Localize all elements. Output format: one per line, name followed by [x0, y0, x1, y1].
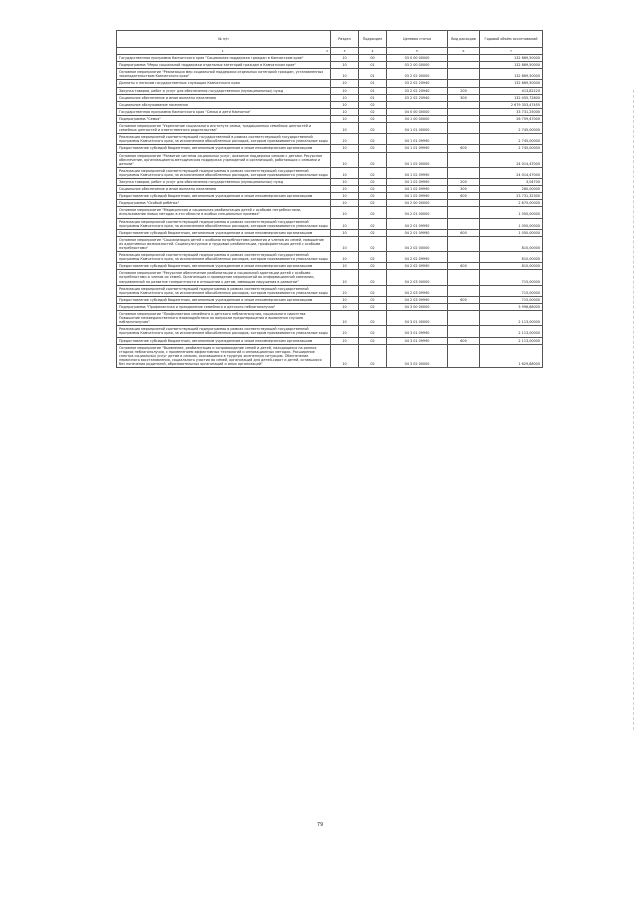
row-name: Социальное обеспечение и иные выплаты населению: [117, 186, 331, 193]
row-subsection: 02: [359, 270, 387, 285]
row-subsection: 02: [359, 229, 387, 236]
table-row: [117, 62, 543, 69]
row-subsection: 02: [359, 167, 387, 178]
row-sum: 2 745,00000: [480, 123, 543, 134]
header-sum: Годовой объём ассигнований: [480, 31, 543, 48]
row-vr: [448, 326, 480, 337]
row-vr: [448, 344, 480, 367]
row-sum: 2 113,00000: [480, 326, 543, 337]
row-subsection: 01: [359, 69, 387, 80]
row-name: Подпрограмма "Профилактика и преодоление семейного и детского неблагополучия": [117, 303, 331, 310]
table-row: [117, 218, 543, 229]
row-subsection: 02: [359, 236, 387, 251]
row-subsection: 01: [359, 62, 387, 69]
column-number: 3: [331, 48, 359, 55]
row-csr: 04 1 01 09990: [387, 134, 448, 145]
row-section: 10: [331, 62, 359, 69]
row-section: 10: [331, 55, 359, 62]
row-subsection: 00: [359, 55, 387, 62]
row-name: Закупка товаров, работ и услуг для обеспечения государственных (муниципальных) нужд: [117, 178, 331, 185]
column-number: 4: [359, 48, 387, 55]
row-csr: 04 1 02 09990: [387, 167, 448, 178]
table-row: [117, 134, 543, 145]
table-row: [117, 80, 543, 87]
table-row: [117, 344, 543, 367]
row-csr: 04 2 03 09990: [387, 285, 448, 296]
row-name: Реализация мероприятий соответствующей подпрограммы в рамках соответствующей государственной программы Камчатского края, за исключением обособленных расходов, которым присваиваются уникальные коды: [117, 252, 331, 263]
table-row: [117, 145, 543, 152]
row-section: 10: [331, 263, 359, 270]
row-sum: 26 759,47000: [480, 115, 543, 122]
table-row: [117, 167, 543, 178]
row-name: Основное мероприятие "Профилактика семейного и детского неблагополучия, социального сиротства. Повышение межведомственного взаимодействия по вопросам предотвращения и выявления случаев неблагополучия": [117, 311, 331, 326]
row-sum: 1 050,00000: [480, 229, 543, 236]
row-section: 10: [331, 115, 359, 122]
row-sum: 2 113,00000: [480, 311, 543, 326]
row-section: 10: [331, 285, 359, 296]
table-row: [117, 285, 543, 296]
row-csr: 04 2 02 00000: [387, 236, 448, 251]
row-section: 10: [331, 80, 359, 87]
table-row: [117, 236, 543, 251]
row-sum: 2 679 353,47455: [480, 101, 543, 108]
row-sum: 715,00000: [480, 296, 543, 303]
row-section: 10: [331, 178, 359, 185]
row-sum: 132 869,50000: [480, 69, 543, 80]
row-csr: 04 3 00 00000: [387, 303, 448, 310]
row-csr: 04 2 01 09990: [387, 218, 448, 229]
row-csr: 04 3 02 00000: [387, 344, 448, 367]
row-sum: 2 745,00000: [480, 145, 543, 152]
row-sum: 2 745,00000: [480, 134, 543, 145]
row-vr: [448, 270, 480, 285]
table-row: [117, 115, 543, 122]
row-name: Предоставление субсидий бюджетным, автономным учреждениям и иным некоммерческим организациям: [117, 296, 331, 303]
row-vr: [448, 62, 480, 69]
row-csr: 04 1 01 09990: [387, 145, 448, 152]
row-sum: 810,00000: [480, 236, 543, 251]
row-csr: 04 1 02 09990: [387, 193, 448, 200]
table-row: [117, 270, 543, 285]
row-name: Предоставление субсидий бюджетным, автономным учреждениям и иным некоммерческим организациям: [117, 145, 331, 152]
row-section: 10: [331, 123, 359, 134]
row-subsection: 01: [359, 87, 387, 94]
row-csr: 04 1 02 09990: [387, 178, 448, 185]
row-vr: [448, 167, 480, 178]
row-name: Основное мероприятие "Ресурсное обеспечение реабилитации и социальной адаптации детей с особыми потребностями и членов их семей. Организация и проведение мероприятий во информационной кампании, направленной на развитие толерантности в отношении к детям, имеющим нарушения в развитии": [117, 270, 331, 285]
row-name: Предоставление субсидий бюджетным, автономным учреждениям и иным некоммерческим организациям: [117, 229, 331, 236]
row-section: 10: [331, 200, 359, 207]
row-csr: 04 2 03 09990: [387, 296, 448, 303]
row-section: 10: [331, 69, 359, 80]
row-name: Реализация мероприятий соответствующей государственной в рамках соответствующей государственной программы Камчатского края, за исключением обособленных расходов, которым присваиваются уникальные коды: [117, 134, 331, 145]
row-csr: 04 2 01 00000: [387, 207, 448, 218]
row-subsection: 02: [359, 263, 387, 270]
row-name: Социальное обслуживание населения: [117, 101, 331, 108]
row-vr: 300: [448, 94, 480, 101]
table-row: [117, 55, 543, 62]
row-vr: 300: [448, 186, 480, 193]
row-vr: 200: [448, 178, 480, 185]
row-sum: 23 731,32300: [480, 193, 543, 200]
row-name: Основное мероприятие "Развитие системы социальных услуг, оказание поддержки семьям с детьми. Ресурсное обеспечение, организационно-методическая поддержка учреждений и организаций, работающих с семьями и детьми": [117, 152, 331, 167]
row-section: 10: [331, 134, 359, 145]
page-number: 79: [316, 822, 324, 828]
row-sum: 280,00000: [480, 186, 543, 193]
row-subsection: 02: [359, 123, 387, 134]
row-csr: 03 2 02 20940: [387, 80, 448, 87]
table-row: [117, 186, 543, 193]
row-csr: 04 2 01 09990: [387, 229, 448, 236]
header-row: [117, 31, 543, 48]
row-sum: 715,00000: [480, 270, 543, 285]
row-subsection: 02: [359, 101, 387, 108]
row-csr: 04 1 02 00000: [387, 152, 448, 167]
row-csr: 03 2 02 00000: [387, 69, 448, 80]
row-csr: 03 2 00 00000: [387, 62, 448, 69]
row-subsection: 02: [359, 344, 387, 367]
row-section: 10: [331, 108, 359, 115]
row-section: 10: [331, 87, 359, 94]
row-name: Основное мероприятие "Реализация мер социальной поддержки отдельных категорий граждан, установленных законодательством Камчатского края": [117, 69, 331, 80]
table-row: [117, 311, 543, 326]
table-row: [117, 69, 543, 80]
row-subsection: 02: [359, 193, 387, 200]
row-vr: [448, 252, 480, 263]
row-section: 10: [331, 101, 359, 108]
table-row: [117, 193, 543, 200]
row-csr: 04 3 01 09990: [387, 326, 448, 337]
row-name: Социальное обеспечение и иные выплаты населению: [117, 94, 331, 101]
table-row: [117, 207, 543, 218]
row-subsection: 02: [359, 200, 387, 207]
table-row: [117, 263, 543, 270]
header-vr: Вид расходов: [448, 31, 480, 48]
row-csr: 04 1 02 09990: [387, 186, 448, 193]
row-csr: 04 3 01 00000: [387, 311, 448, 326]
row-name: Реализация мероприятий соответствующей подпрограммы в рамках соответствующей государственной программы Камчатского края, за исключением обособленных расходов, которым присваиваются уникальные коды: [117, 167, 331, 178]
row-csr: 03 0 00 00000: [387, 55, 448, 62]
column-number: 5: [387, 48, 448, 55]
table-row: [117, 108, 543, 115]
row-csr: 04 3 01 09990: [387, 337, 448, 344]
row-sum: 2 675,00000: [480, 200, 543, 207]
table-row: [117, 152, 543, 167]
row-section: 10: [331, 145, 359, 152]
row-sum: 2 113,00000: [480, 337, 543, 344]
row-subsection: 02: [359, 186, 387, 193]
row-sum: 33 731,25000: [480, 108, 543, 115]
row-vr: [448, 218, 480, 229]
row-vr: [448, 200, 480, 207]
row-subsection: 01: [359, 80, 387, 87]
row-name: Предоставление субсидий бюджетным, автономным учреждениям и иным некоммерческим организациям: [117, 193, 331, 200]
row-csr: 04 2 00 00000: [387, 200, 448, 207]
row-vr: [448, 152, 480, 167]
row-subsection: 02: [359, 326, 387, 337]
table-row: [117, 252, 543, 263]
table-row: [117, 296, 543, 303]
row-section: 10: [331, 296, 359, 303]
row-name: Основное мероприятие "Выявление, реабилитация и сопровождение семей и детей, находящихся на ранних стадиях неблагополучия, с применением эффективных технологий и инновационных методик. Расширение спектра социальных услуг детям и семьям, оказавшимся в трудную жизненную ситуацию. Обеспечение первичного восстановления, социального участия во семей, организаций для детей-сирот и детей, оставшихся без попечения родителей, образовательных организаций и иных организаций": [117, 344, 331, 367]
row-name: Государственная программа Камчатского края "Социальная поддержка граждан в Камчатском крае": [117, 55, 331, 62]
row-sum: 132 869,50000: [480, 80, 543, 87]
row-name: Реализация мероприятий соответствующей подпрограммы в рамках соответствующей государственной программы Камчатского края, за исключением обособленных расходов, которым присваиваются уникальные коды: [117, 285, 331, 296]
budget-table: [116, 30, 543, 368]
table-row: [117, 178, 543, 185]
row-sum: 1 050,00000: [480, 207, 543, 218]
row-name: Реализация мероприятий соответствующей подпрограммы в рамках соответствующей государственной программы Камчатского края, за исключением обособленных расходов, которым присваиваются уникальные коды: [117, 218, 331, 229]
row-sum: 1 050,00000: [480, 218, 543, 229]
row-name: Подпрограмма "Семья": [117, 115, 331, 122]
row-section: 10: [331, 229, 359, 236]
row-section: 10: [331, 167, 359, 178]
row-section: 10: [331, 337, 359, 344]
table-row: [117, 326, 543, 337]
row-sum: 810,00000: [480, 252, 543, 263]
table-row: [117, 87, 543, 94]
row-vr: [448, 285, 480, 296]
row-csr: 03 2 02 20940: [387, 87, 448, 94]
row-csr: [387, 101, 448, 108]
header-name: № п/п: [117, 31, 331, 48]
column-number: 1 2: [117, 48, 331, 55]
row-name: Предоставление субсидий бюджетным, автономным учреждениям и иным некоммерческим организациям: [117, 263, 331, 270]
row-vr: [448, 55, 480, 62]
row-vr: [448, 236, 480, 251]
row-section: 10: [331, 252, 359, 263]
column-number: 6: [448, 48, 480, 55]
row-subsection: 02: [359, 178, 387, 185]
row-sum: 132 869,50000: [480, 62, 543, 69]
row-subsection: 01: [359, 94, 387, 101]
table-body: [117, 55, 543, 368]
row-sum: 810,00000: [480, 263, 543, 270]
row-sum: 3 996,88000: [480, 303, 543, 310]
row-vr: [448, 101, 480, 108]
row-csr: 03 2 02 20940: [387, 94, 448, 101]
header-csr: Целевая статья: [387, 31, 448, 48]
row-section: 10: [331, 218, 359, 229]
row-subsection: 02: [359, 296, 387, 303]
row-sum: 715,00000: [480, 285, 543, 296]
row-csr: 04 1 00 00000: [387, 115, 448, 122]
row-csr: 04 2 02 09990: [387, 263, 448, 270]
row-name: Основное мероприятие "Социализация детей с особыми потребностями развития и членов их семей, повышение их адаптивных возможностей. Социокультурные и трудовые реабилитации, профориентация детей с особыми потребностями": [117, 236, 331, 251]
row-section: 10: [331, 344, 359, 367]
table-row: [117, 200, 543, 207]
row-subsection: 02: [359, 303, 387, 310]
row-name: Основное мероприятие "Медицинская и социальная реабилитация детей с особыми потребностями, использование новых методик в эти области в особых специальных приемах": [117, 207, 331, 218]
row-section: 10: [331, 303, 359, 310]
row-vr: 600: [448, 337, 480, 344]
table-row: [117, 229, 543, 236]
row-subsection: 02: [359, 152, 387, 167]
row-vr: 600: [448, 296, 480, 303]
row-section: 10: [331, 186, 359, 193]
row-name: Реализация мероприятий соответствующей подпрограммы в рамках соответствующей государственной программы Камчатского края, за исключением обособленных расходов, которым присваиваются уникальные коды: [117, 326, 331, 337]
row-csr: 04 2 03 00000: [387, 270, 448, 285]
row-vr: [448, 207, 480, 218]
row-subsection: 02: [359, 311, 387, 326]
page-edge-fold: [633, 90, 634, 730]
row-subsection: 02: [359, 285, 387, 296]
row-vr: [448, 123, 480, 134]
column-number-row: [117, 48, 543, 55]
row-subsection: 02: [359, 134, 387, 145]
row-section: 10: [331, 94, 359, 101]
table-row: [117, 337, 543, 344]
row-section: 10: [331, 152, 359, 167]
row-name: Предоставление субсидий бюджетным, автономным учреждениям и иным некоммерческим организациям: [117, 337, 331, 344]
row-vr: [448, 311, 480, 326]
row-sum: 3,04700: [480, 178, 543, 185]
header-section: Раздел: [331, 31, 359, 48]
row-csr: 04 0 00 00000: [387, 108, 448, 115]
table-row: [117, 123, 543, 134]
header-subsection: Подраздел: [359, 31, 387, 48]
row-sum: 24 014,47000: [480, 167, 543, 178]
row-vr: [448, 69, 480, 80]
row-vr: 600: [448, 193, 480, 200]
row-csr: 04 2 02 09990: [387, 252, 448, 263]
row-csr: 04 1 01 00000: [387, 123, 448, 134]
row-name: Государственная программа Камчатского края "Семья и дети Камчатки": [117, 108, 331, 115]
row-section: 10: [331, 311, 359, 326]
row-section: 10: [331, 236, 359, 251]
row-vr: 600: [448, 229, 480, 236]
row-section: 10: [331, 207, 359, 218]
row-vr: 200: [448, 87, 480, 94]
row-sum: 413,82220: [480, 87, 543, 94]
row-section: 10: [331, 270, 359, 285]
row-subsection: 02: [359, 115, 387, 122]
row-vr: [448, 108, 480, 115]
table-row: [117, 94, 543, 101]
row-sum: 132 869,50000: [480, 55, 543, 62]
row-sum: 1 629,88000: [480, 344, 543, 367]
row-sum: 132 455,72800: [480, 94, 543, 101]
row-vr: 600: [448, 263, 480, 270]
row-section: 10: [331, 326, 359, 337]
row-sum: 24 014,47000: [480, 152, 543, 167]
row-vr: [448, 115, 480, 122]
row-name: Подпрограмма "Особый ребёнок": [117, 200, 331, 207]
row-name: Закупка товаров, работ и услуг для обеспечения государственных (муниципальных) нужд: [117, 87, 331, 94]
row-vr: 600: [448, 145, 480, 152]
row-vr: [448, 80, 480, 87]
row-name: Доплаты к пенсиям государственных служащих Камчатского края: [117, 80, 331, 87]
row-section: 10: [331, 193, 359, 200]
row-vr: [448, 134, 480, 145]
row-subsection: 02: [359, 252, 387, 263]
row-subsection: 02: [359, 337, 387, 344]
table-row: [117, 101, 543, 108]
column-number: 7: [480, 48, 543, 55]
table-row: [117, 303, 543, 310]
row-subsection: 02: [359, 145, 387, 152]
row-subsection: 02: [359, 108, 387, 115]
row-subsection: 02: [359, 207, 387, 218]
row-subsection: 02: [359, 218, 387, 229]
row-name: Подпрограмма "Меры социальной поддержки отдельных категорий граждан в Камчатском крае": [117, 62, 331, 69]
row-name: Основное мероприятие "Укрепление социального института семьи, традиционных семейных ценностей и семейных ценностей и ответственного родительства": [117, 123, 331, 134]
row-vr: [448, 303, 480, 310]
